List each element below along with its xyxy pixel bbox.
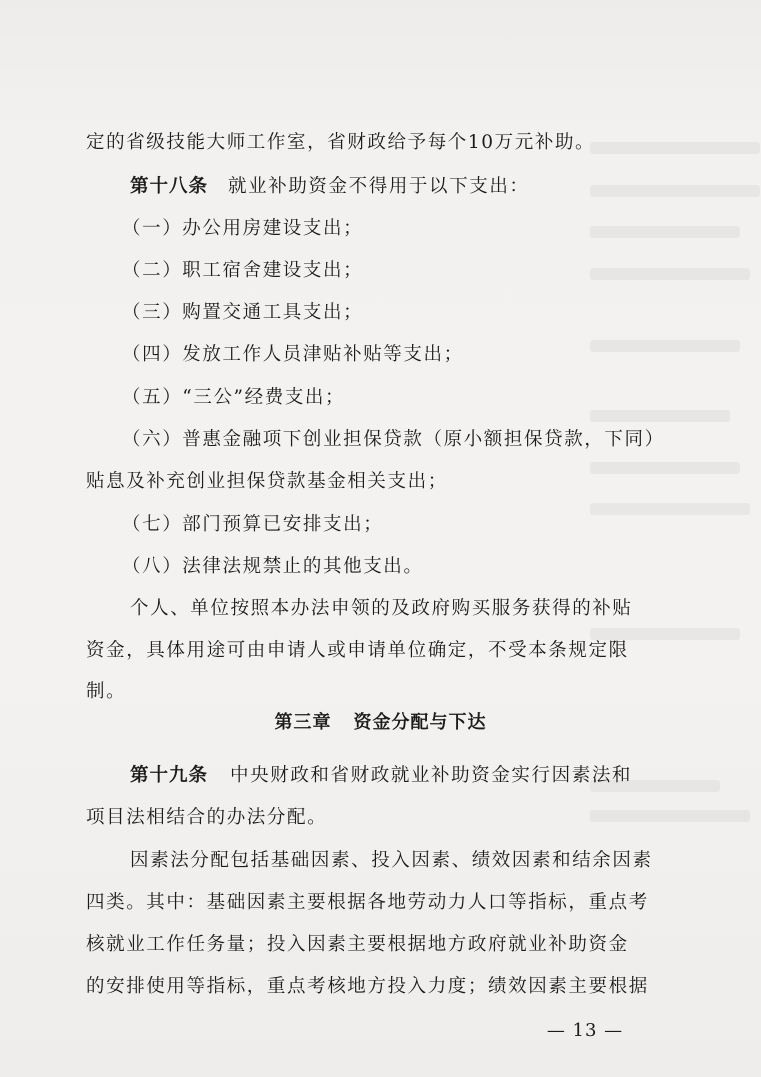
list-item-4: （四）发放工作人员津贴补贴等支出；: [122, 344, 464, 365]
article-18-line: [130, 174, 530, 200]
bleed-through-mark: [590, 142, 760, 154]
list-item-2: （二）职工宿舍建设支出；: [122, 260, 364, 281]
paragraph-line: 核就业工作任务量；投入因素主要根据地方政府就业补助资金: [86, 934, 629, 955]
article-19-cont: 项目法相结合的办法分配。: [86, 807, 328, 828]
list-item-6: （六）普惠金融项下创业担保贷款（原小额担保贷款，下同）: [122, 429, 665, 450]
article-19-label: 第十九条: [130, 765, 209, 786]
article-19-text: 中央财政和省财政就业补助资金实行因素法和: [230, 765, 633, 786]
paragraph-line: 因素法分配包括基础因素、投入因素、绩效因素和结余因素: [130, 850, 653, 871]
paragraph-line: 个人、单位按照本办法申领的及政府购买服务获得的补贴: [130, 598, 633, 619]
list-item-3: （三）购置交通工具支出；: [122, 302, 364, 323]
paragraph-line: 四类。其中：基础因素主要根据各地劳动力人口等指标，重点考: [86, 892, 649, 913]
paragraph-line: 的安排使用等指标，重点考核地方投入力度；绩效因素主要根据: [86, 976, 649, 997]
bleed-through-mark: [590, 462, 740, 474]
bleed-through-mark: [590, 226, 740, 238]
article-19-line: [130, 763, 632, 789]
chapter-title: 资金分配与下达: [353, 712, 487, 733]
bleed-through-mark: [590, 810, 750, 822]
article-18-text: 就业补助资金不得用于以下支出：: [228, 176, 530, 197]
bleed-through-mark: [590, 340, 740, 352]
paragraph-line: 资金，具体用途可由申请人或申请单位确定，不受本条规定限: [86, 640, 629, 661]
list-item-5: （五）“三公”经费支出；: [122, 387, 346, 408]
chapter-heading: [0, 710, 761, 736]
list-item-1: （一）办公用房建设支出；: [122, 218, 364, 239]
text-line-1: 定的省级技能大师工作室，省财政给予每个10万元补助。: [86, 132, 596, 153]
bleed-through-mark: [590, 185, 760, 197]
list-item-6-cont: 贴息及补充创业担保贷款基金相关支出；: [86, 471, 448, 492]
article-18-label: 第十八条: [130, 176, 209, 197]
chapter-number: 第三章: [274, 712, 332, 733]
page-number: — 13 —: [546, 1020, 624, 1041]
list-item-7: （七）部门预算已安排支出；: [122, 514, 384, 535]
bleed-through-mark: [590, 410, 730, 422]
bleed-through-mark: [590, 503, 750, 515]
bleed-through-mark: [590, 268, 750, 280]
paragraph-line: 制。: [86, 681, 127, 702]
list-item-8: （八）法律法规禁止的其他支出。: [122, 556, 424, 577]
